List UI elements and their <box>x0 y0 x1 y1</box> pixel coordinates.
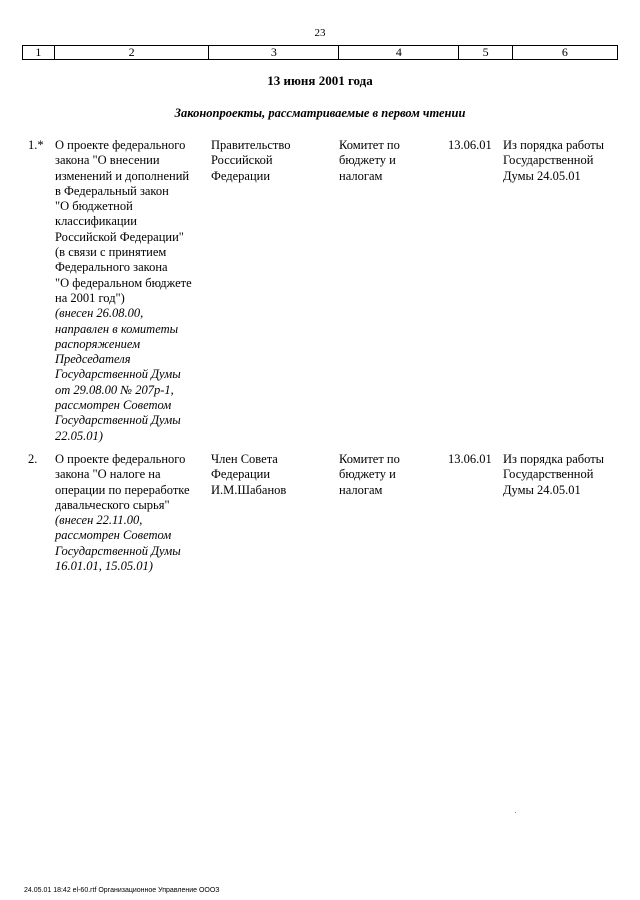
title-line: "О бюджетной <box>55 199 133 214</box>
remark-line: Из порядка работы <box>503 138 605 152</box>
bill-note-line: Государственной Думы <box>55 413 181 428</box>
remark-line: Государственной <box>503 153 594 168</box>
author-line: Федерации <box>211 467 271 482</box>
column-number-2: 2 <box>55 46 210 59</box>
column-number-header <box>22 45 618 60</box>
author-line: Правительство <box>211 138 291 152</box>
title-line: в Федеральный закон <box>55 183 169 198</box>
title-line: классификации <box>55 214 137 229</box>
committee-line: Комитет по <box>339 452 400 466</box>
author-line: Федерации <box>211 168 271 183</box>
bill-title <box>55 138 205 444</box>
title-line: "О федеральном бюджете <box>55 275 192 290</box>
remark-line: Государственной <box>503 467 594 482</box>
remark-line: Из порядка работы <box>503 452 605 466</box>
bill-number: 1.* <box>28 138 44 152</box>
bill-committee <box>339 138 439 184</box>
title-line: закона "О налоге на <box>55 467 161 482</box>
scan-speck <box>515 812 516 813</box>
committee-line: Комитет по <box>339 138 400 152</box>
title-line: изменений и дополнений <box>55 168 190 183</box>
bill-title <box>55 452 205 574</box>
bill-note-line: (внесен 22.11.00, <box>55 513 143 528</box>
bill-note-line: 16.01.01, 15.05.01) <box>55 559 153 574</box>
bill-committee <box>339 452 439 498</box>
column-number-4: 4 <box>339 46 459 59</box>
committee-line: бюджету и <box>339 467 396 482</box>
remark-line: Думы 24.05.01 <box>503 168 581 183</box>
remark-line: Думы 24.05.01 <box>503 482 581 497</box>
bill-note-line: рассмотрен Советом <box>55 528 172 543</box>
bill-note-line: от 29.08.00 № 207р-1, <box>55 382 174 397</box>
committee-line: налогам <box>339 168 383 183</box>
column-number-5: 5 <box>459 46 513 59</box>
date-heading: 13 июня 2001 года <box>267 73 373 88</box>
bill-author <box>211 138 331 184</box>
column-number-6: 6 <box>561 45 568 59</box>
committee-line: налогам <box>339 482 383 497</box>
committee-line: бюджету и <box>339 153 396 168</box>
bill-remark <box>503 452 623 498</box>
title-line: давальческого сырья" <box>55 497 170 512</box>
bill-remark <box>503 138 623 184</box>
bill-date: 13.06.01 <box>448 138 492 152</box>
title-line: операции по переработке <box>55 482 190 497</box>
bill-number: 2. <box>28 452 38 466</box>
bill-note-line: рассмотрен Советом <box>55 398 172 413</box>
column-number-1: 1 <box>23 46 55 59</box>
bill-note-line: распоряжением <box>55 336 141 351</box>
title-line: О проекте федерального <box>55 452 186 466</box>
bill-author <box>211 452 331 498</box>
author-line: И.М.Шабанов <box>211 482 287 497</box>
page-number: 23 <box>314 27 326 39</box>
author-line: Российской <box>211 153 273 168</box>
bill-note-line: Председателя <box>55 352 131 367</box>
author-line: Член Совета <box>211 452 278 466</box>
title-line: (в связи с принятием <box>55 245 167 260</box>
bill-note-line: (внесен 26.08.00, <box>55 306 144 321</box>
bill-date: 13.06.01 <box>448 452 492 466</box>
title-line: Российской Федерации" <box>55 229 184 244</box>
title-line: Федерального закона <box>55 260 168 275</box>
bill-note-line: Государственной Думы <box>55 367 181 382</box>
section-heading: Законопроекты, рассматриваемые в первом чтении <box>174 106 466 120</box>
bill-note-line: 22.05.01) <box>55 428 103 443</box>
bill-note-line: направлен в комитеты <box>55 321 179 336</box>
column-number-3: 3 <box>209 46 339 59</box>
title-line: О проекте федерального <box>55 138 186 152</box>
title-line: закона "О внесении <box>55 153 160 168</box>
document-footer: 24.05.01 18:42 el-60.rtf Организационное Управление ОООЗ <box>24 887 220 894</box>
title-line: на 2001 год") <box>55 290 125 305</box>
bill-note-line: Государственной Думы <box>55 543 181 558</box>
